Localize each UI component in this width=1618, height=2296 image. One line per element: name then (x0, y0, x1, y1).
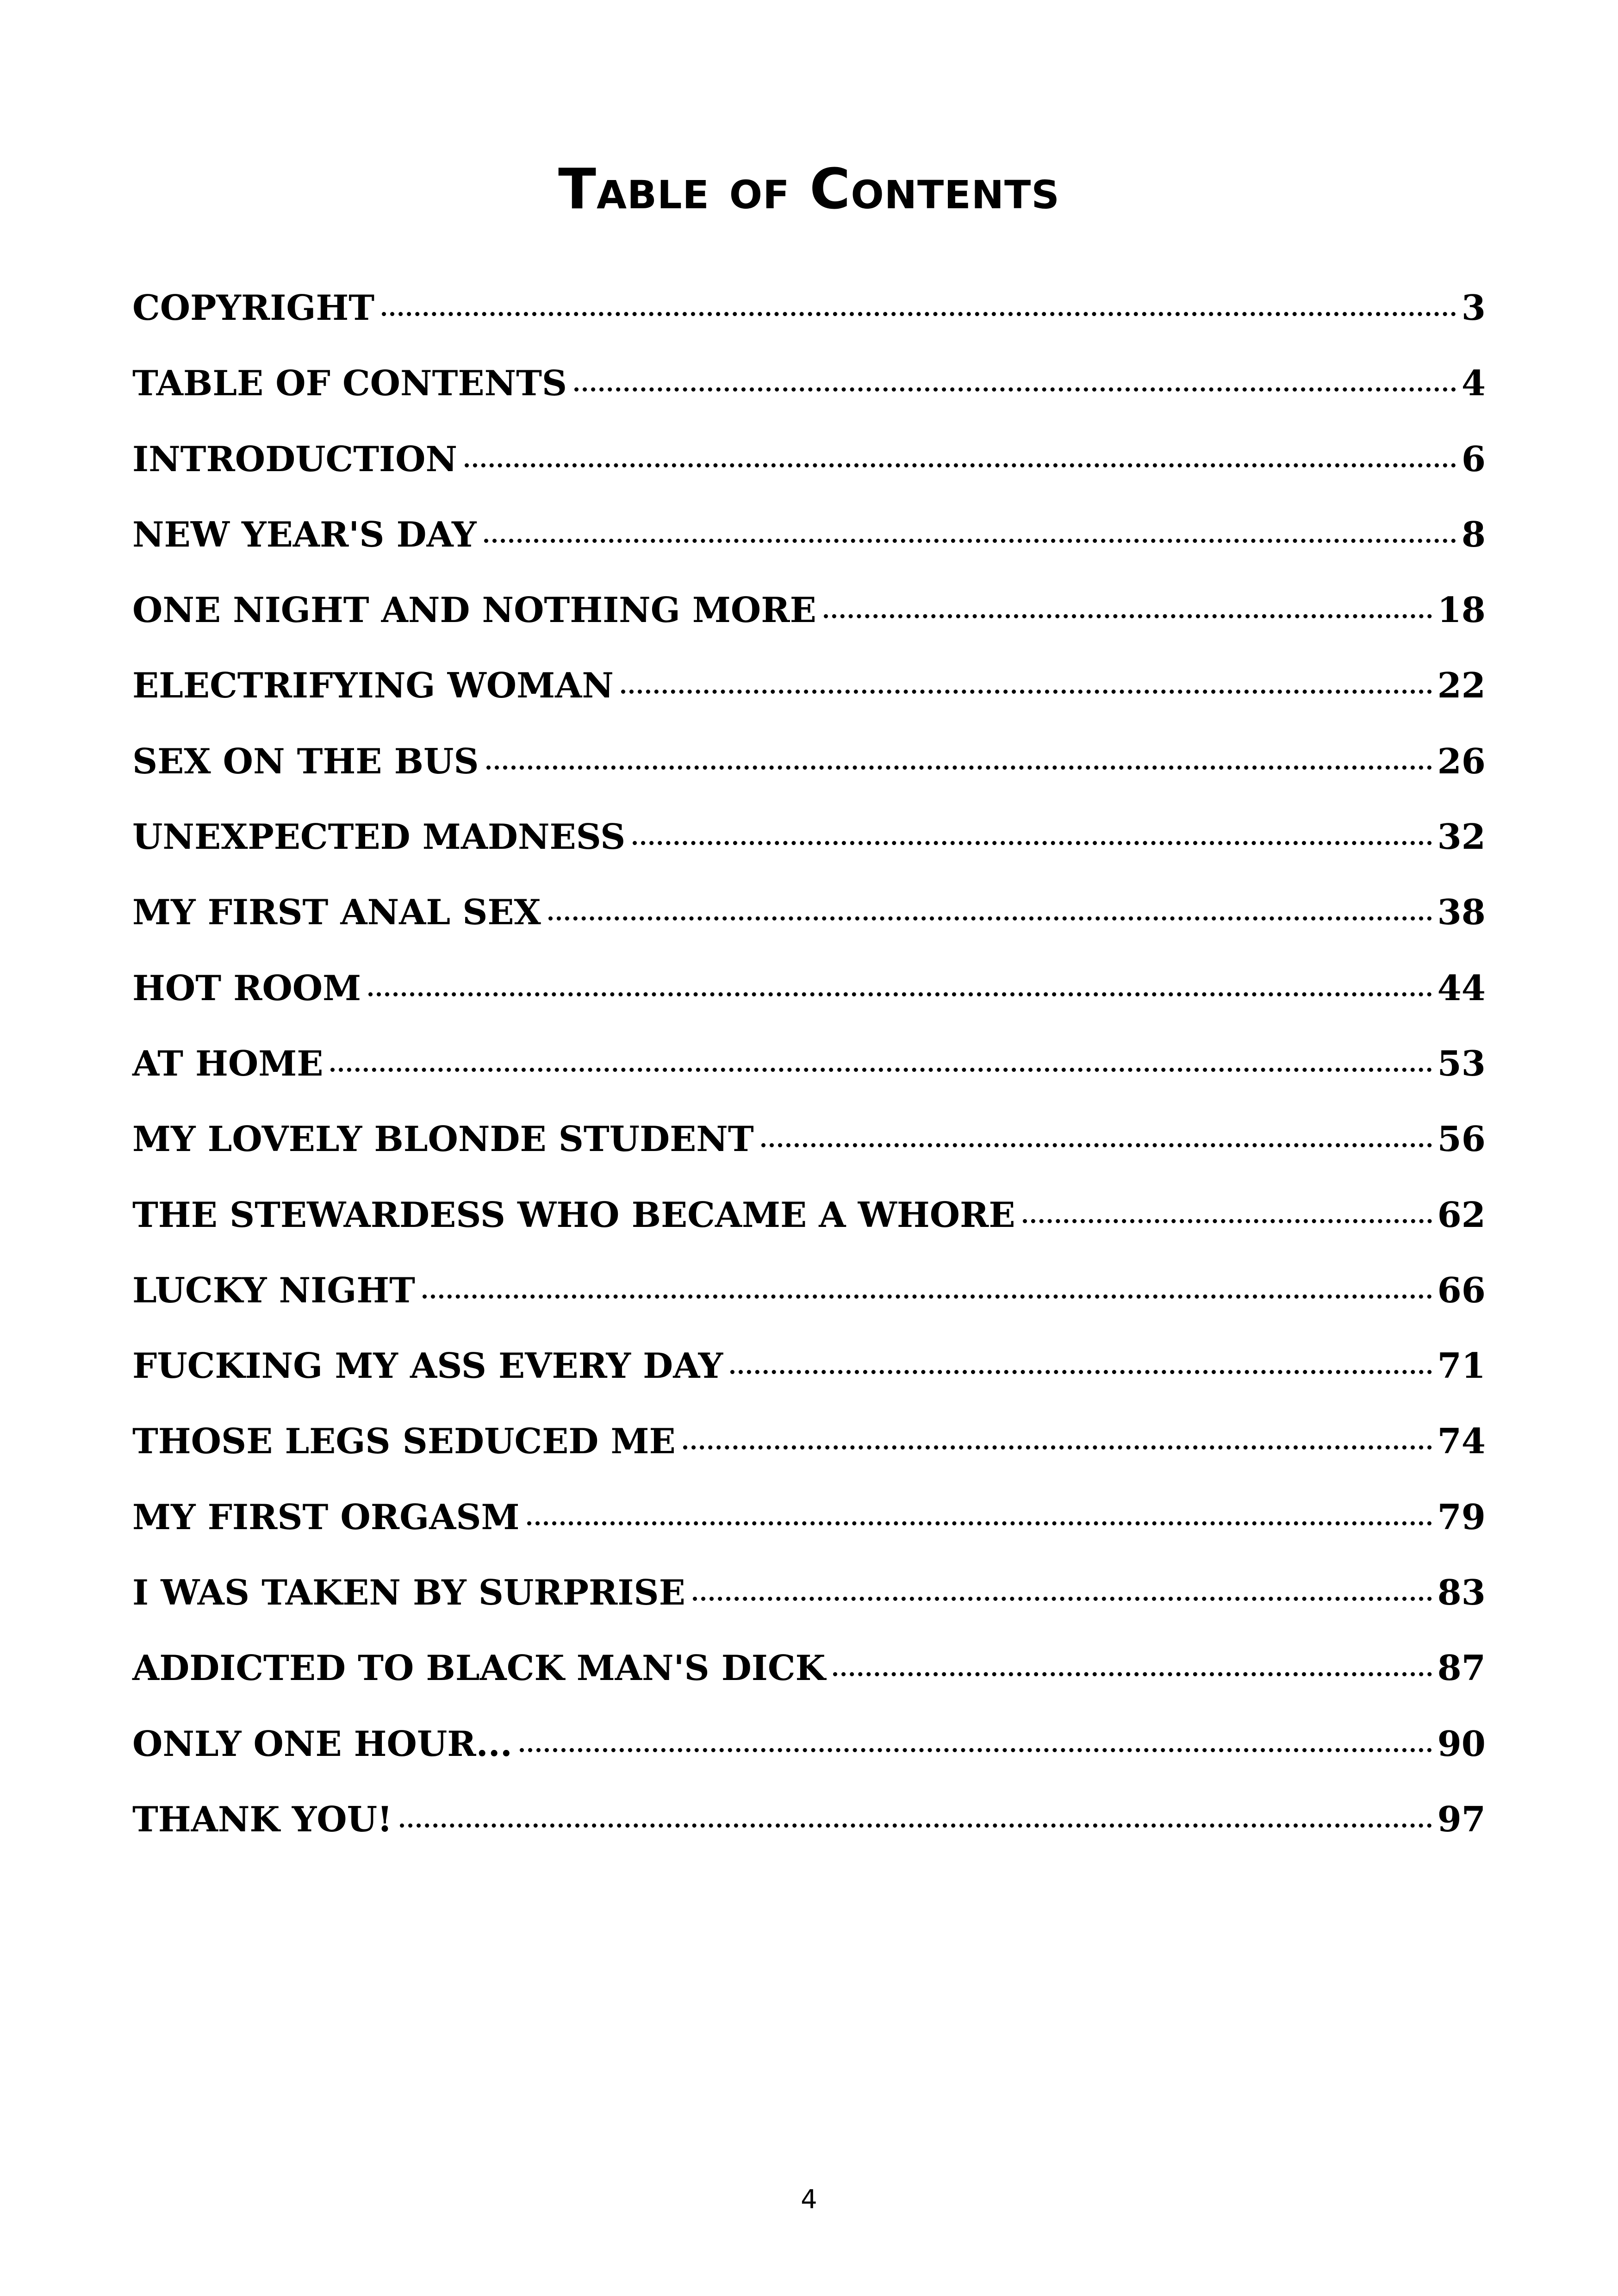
toc-entry-page: 79 (1437, 1496, 1486, 1537)
toc-dot-leader (1023, 1201, 1432, 1223)
toc-dot-leader (833, 1654, 1432, 1676)
toc-entry[interactable] (132, 1792, 1486, 1867)
toc-entry-label: THE STEWARDESS WHO BECAME A WHORE (132, 1194, 1015, 1235)
toc-entry-label: ONLY ONE HOUR... (132, 1723, 512, 1764)
toc-entry-page: 62 (1437, 1194, 1486, 1235)
footer-page-number: 4 (801, 2184, 817, 2215)
toc-dot-leader (574, 369, 1456, 392)
toc-entry-label: HOT ROOM (132, 967, 361, 1008)
toc-entry-label: UNEXPECTED MADNESS (132, 816, 626, 858)
toc-entry-page: 38 (1437, 892, 1486, 933)
toc-entry-page: 87 (1437, 1648, 1486, 1689)
toc-entry[interactable] (132, 658, 1486, 733)
toc-entry-page: 4 (1461, 363, 1486, 404)
toc-entry-label: SEX ON THE BUS (132, 740, 479, 782)
toc-entry-label: NEW YEAR'S DAY (132, 514, 477, 555)
toc-entry[interactable] (132, 1263, 1486, 1338)
toc-dot-leader (465, 445, 1456, 467)
toc-entry-label: THANK YOU! (132, 1798, 392, 1840)
toc-entry[interactable] (132, 1187, 1486, 1263)
toc-entry-label: I WAS TAKEN BY SURPRISE (132, 1572, 685, 1613)
toc-entry-page: 97 (1437, 1798, 1486, 1840)
toc-entry[interactable] (132, 1565, 1486, 1640)
toc-entry-page: 3 (1461, 287, 1486, 328)
toc-entry-label: ONE NIGHT AND NOTHING MORE (132, 590, 816, 631)
toc-entry-page: 74 (1437, 1421, 1486, 1462)
toc-dot-leader (330, 1049, 1431, 1072)
toc-entry-label: THOSE LEGS SEDUCED ME (132, 1421, 676, 1462)
toc-entry-page: 6 (1461, 438, 1486, 479)
toc-dot-leader (548, 898, 1432, 921)
toc-dot-leader (824, 596, 1432, 618)
toc-entry-page: 26 (1437, 740, 1486, 782)
toc-entry[interactable] (132, 1338, 1486, 1413)
toc-dot-leader (423, 1276, 1432, 1299)
toc-entry[interactable] (132, 809, 1486, 884)
toc-dot-leader (382, 293, 1456, 316)
toc-entry-label: MY FIRST ANAL SEX (132, 892, 541, 933)
toc-entry-label: ELECTRIFYING WOMAN (132, 665, 614, 706)
toc-entry[interactable] (132, 1413, 1486, 1489)
toc-dot-leader (400, 1805, 1432, 1828)
toc-entry-label: COPYRIGHT (132, 287, 375, 328)
toc-dot-leader (527, 1503, 1432, 1525)
toc-entry[interactable] (132, 280, 1486, 355)
toc-entry-page: 44 (1437, 967, 1486, 1008)
table-of-contents (132, 280, 1486, 1867)
toc-entry[interactable] (132, 582, 1486, 658)
toc-entry[interactable] (132, 1489, 1486, 1565)
toc-entry[interactable] (132, 960, 1486, 1036)
toc-entry[interactable] (132, 884, 1486, 960)
toc-entry-label: MY LOVELY BLONDE STUDENT (132, 1119, 754, 1160)
toc-entry[interactable] (132, 355, 1486, 431)
toc-dot-leader (621, 671, 1432, 694)
toc-dot-leader (730, 1351, 1431, 1374)
toc-entry-label: FUCKING MY ASS EVERY DAY (132, 1345, 723, 1387)
toc-entry-label: AT HOME (132, 1043, 324, 1084)
toc-dot-leader (368, 974, 1431, 996)
toc-entry-page: 18 (1437, 590, 1486, 631)
toc-entry-page: 22 (1437, 665, 1486, 706)
toc-dot-leader (633, 822, 1431, 845)
page-title: Table of Contents (558, 157, 1060, 222)
toc-dot-leader (520, 1730, 1432, 1752)
toc-entry[interactable] (132, 431, 1486, 507)
toc-entry[interactable] (132, 507, 1486, 582)
toc-entry-label: INTRODUCTION (132, 438, 458, 479)
toc-entry-page: 90 (1437, 1723, 1486, 1764)
toc-entry-page: 66 (1437, 1269, 1486, 1311)
toc-entry-label: ADDICTED TO BLACK MAN'S DICK (132, 1648, 826, 1689)
toc-entry-page: 71 (1437, 1345, 1486, 1387)
toc-entry[interactable] (132, 1716, 1486, 1792)
toc-dot-leader (693, 1578, 1432, 1601)
toc-entry[interactable] (132, 1111, 1486, 1187)
toc-dot-leader (683, 1427, 1432, 1450)
toc-entry[interactable] (132, 1036, 1486, 1111)
toc-dot-leader (486, 747, 1432, 770)
toc-dot-leader (761, 1125, 1432, 1147)
toc-entry-label: LUCKY NIGHT (132, 1269, 415, 1311)
toc-entry-page: 8 (1461, 514, 1486, 555)
toc-dot-leader (484, 520, 1456, 543)
toc-entry-page: 53 (1437, 1043, 1486, 1084)
toc-entry-page: 56 (1437, 1119, 1486, 1160)
toc-entry-label: TABLE OF CONTENTS (132, 363, 567, 404)
toc-entry-page: 32 (1437, 816, 1486, 858)
toc-entry-page: 83 (1437, 1572, 1486, 1613)
toc-entry[interactable] (132, 1640, 1486, 1716)
toc-entry-label: MY FIRST ORGASM (132, 1496, 520, 1537)
toc-entry[interactable] (132, 734, 1486, 809)
